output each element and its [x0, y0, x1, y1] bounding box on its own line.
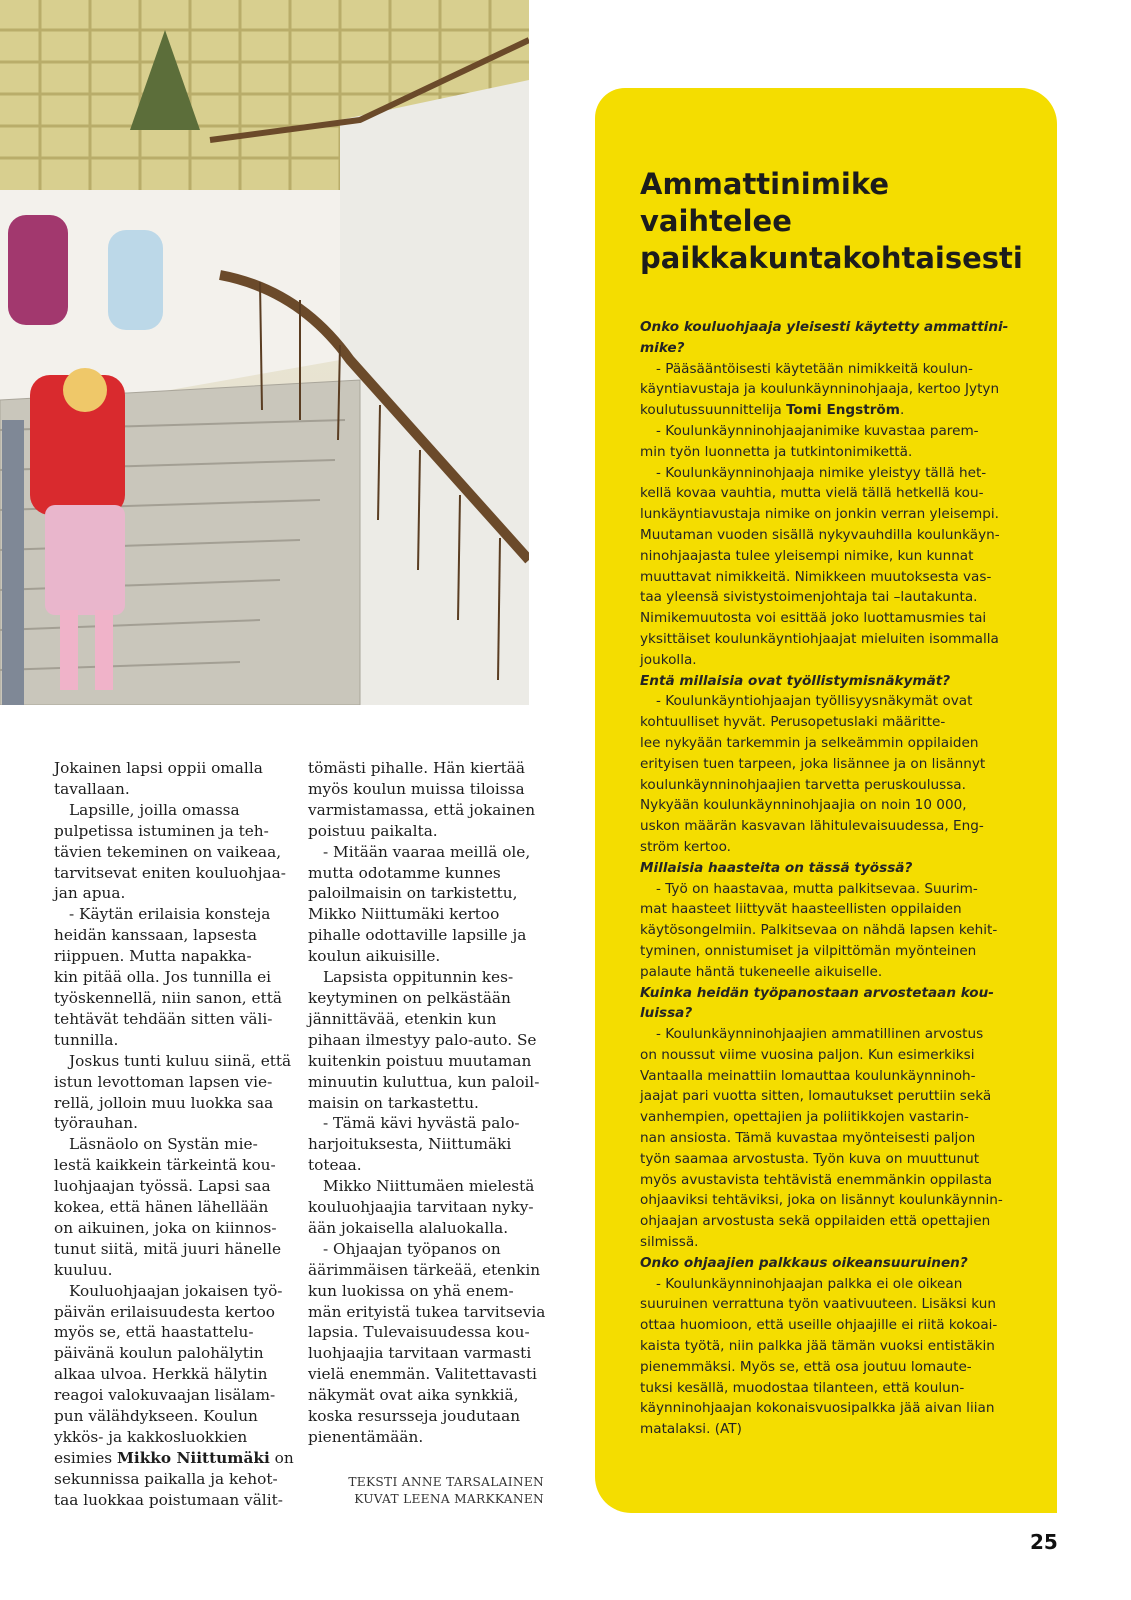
text-run: taa luokkaa poistumaan välit-	[54, 1490, 283, 1509]
text-run: ström kertoo.	[640, 838, 731, 855]
text-run: pihalle odottaville lapsille ja	[308, 926, 527, 945]
text-run: riippuen. Mutta napakka-	[54, 947, 252, 966]
text-line	[640, 879, 1030, 900]
photo-illustration	[0, 0, 529, 705]
text-line	[308, 1385, 548, 1406]
text-line	[54, 1469, 294, 1490]
text-run: heidän kanssaan, lapsesta	[54, 926, 258, 945]
text-line	[640, 962, 1030, 983]
text-run: Millaisia haasteita on tässä työssä?	[640, 859, 913, 876]
text-run: Jokainen lapsi oppii omalla	[54, 759, 263, 777]
text-line	[54, 883, 294, 904]
text-run: mat haasteet liittyvät haasteellisten oppilaiden	[640, 901, 962, 918]
text-line	[308, 821, 548, 842]
text-line	[308, 1218, 548, 1239]
text-line	[640, 442, 1030, 463]
text-line	[308, 1093, 548, 1114]
text-line	[640, 463, 1030, 484]
text-run: on noussut viime vuosina paljon. Kun esimerkiksi	[640, 1046, 975, 1063]
text-line	[54, 1260, 294, 1281]
text-line	[54, 1176, 294, 1197]
text-run: Mikko Niittumäki kertoo	[308, 905, 500, 924]
text-line	[640, 1107, 1030, 1128]
text-line	[308, 1364, 548, 1385]
text-line	[640, 1024, 1030, 1045]
text-line	[640, 816, 1030, 837]
text-line	[308, 1134, 548, 1155]
text-line	[640, 754, 1030, 775]
text-run: kun luokissa on yhä enem-	[308, 1281, 514, 1300]
text-run: ninohjaajasta tulee yleisempi nimike, kun kunnat	[640, 547, 974, 564]
text-line	[54, 1155, 294, 1176]
text-run: kuitenkin poistuu muutaman	[308, 1051, 532, 1070]
text-run: tehtävät tehdään sitten väli-	[54, 1009, 273, 1028]
text-run: vanhempien, opettajien ja poliitikkojen vastarin-	[640, 1109, 969, 1126]
text-run: luissa?	[640, 1005, 693, 1022]
text-line	[640, 1170, 1030, 1191]
text-run: koulun aikuisille.	[308, 947, 441, 966]
text-line	[308, 1427, 548, 1448]
text-run: - Mitään vaaraa meillä ole,	[323, 842, 531, 861]
text-run: uskon määrän kasvavan lähitulevaisuudessa, Eng-	[640, 818, 984, 835]
text-line	[308, 1197, 548, 1218]
text-run: Onko ohjaajien palkkaus oikeansuuruinen?	[640, 1254, 968, 1271]
text-line	[640, 1315, 1030, 1336]
text-run: koulutussuunnittelija	[640, 402, 787, 419]
text-run: min työn luonnetta ja tutkintonimikettä.	[640, 443, 913, 460]
text-line	[640, 483, 1030, 504]
text-run: - Koulunkäyntiohjaajan työllisyysnäkymät ovat	[656, 693, 973, 710]
text-run: tävien tekeminen on vaikeaa,	[54, 842, 282, 861]
text-line	[308, 1072, 548, 1093]
text-line	[54, 1009, 294, 1030]
text-line	[640, 379, 1030, 400]
text-line	[308, 1302, 548, 1323]
text-run: pihaan ilmestyy palo-auto. Se	[308, 1030, 537, 1049]
text-run: - Koulunkäynninohjaajanimike kuvastaa parem-	[656, 422, 979, 439]
text-run: käynninohjaajan kokonaisvuosipalkka jää aivan liian	[640, 1400, 995, 1417]
text-line	[54, 1281, 294, 1302]
photo-credits	[300, 1474, 544, 1508]
text-line	[640, 629, 1030, 650]
text-line	[308, 904, 548, 925]
text-line	[640, 795, 1030, 816]
sidebar-title-line: vaihtelee	[640, 204, 792, 238]
text-run: erityisen tuen tarpeen, joka lisännee ja on lisännyt	[640, 755, 986, 772]
text-line	[54, 1427, 294, 1448]
question-line	[640, 1003, 1030, 1024]
text-line	[308, 1406, 548, 1427]
text-line	[308, 842, 548, 863]
text-run: silmissä.	[640, 1234, 699, 1251]
text-line	[640, 1419, 1030, 1440]
person-name: Mikko Niittumäki	[116, 1448, 270, 1467]
text-run: pulpetissa istuminen ja teh-	[54, 821, 269, 840]
text-line	[640, 1211, 1030, 1232]
text-line	[308, 967, 548, 988]
text-run: kin pitää olla. Jos tunnilla ei	[54, 968, 272, 987]
text-line	[640, 733, 1030, 754]
text-run: ykkös- ja kakkosluokkien	[54, 1428, 248, 1446]
person-name: Tomi Engström	[786, 402, 900, 419]
text-run: myös se, että haastattelu-	[54, 1323, 254, 1342]
text-run: matalaksi. (AT)	[640, 1421, 742, 1438]
text-run: jännittävää, etenkin kun	[308, 1009, 497, 1028]
text-line	[640, 691, 1030, 712]
text-run: ohjaajan arvostusta sekä oppilaiden että opettajien	[640, 1213, 991, 1230]
text-run: tunut siitä, mitä juuri hänelle	[54, 1239, 282, 1258]
text-run: - Työ on haastavaa, mutta palkitsevaa. Suurim-	[656, 880, 978, 897]
text-line	[54, 758, 294, 779]
text-run: poistuu paikalta.	[308, 821, 438, 840]
text-run: päivänä koulun palohälytin	[54, 1344, 264, 1363]
text-run: mutta odotamme kunnes	[308, 863, 501, 882]
text-run: tyminen, onnistumiset ja vilpittömän myönteinen	[640, 942, 977, 959]
text-run: - Tämä kävi hyvästä palo-	[323, 1114, 520, 1133]
text-run: .	[899, 402, 905, 419]
text-run: äärimmäisen tärkeää, etenkin	[308, 1260, 541, 1279]
text-run: - Käytän erilaisia konsteja	[69, 905, 271, 924]
text-line	[54, 779, 294, 800]
text-line	[54, 1134, 294, 1155]
text-line	[308, 925, 548, 946]
text-line	[640, 504, 1030, 525]
text-line	[54, 863, 294, 884]
question-line	[640, 983, 1030, 1004]
text-line	[640, 941, 1030, 962]
text-line	[640, 899, 1030, 920]
question-line	[640, 858, 1030, 879]
text-run: lee nykyään tarkemmin ja selkeämmin oppilaiden	[640, 734, 979, 751]
text-line	[54, 821, 294, 842]
sidebar-title	[640, 166, 1040, 277]
text-line	[54, 1364, 294, 1385]
text-run: esimies	[54, 1448, 117, 1467]
text-line	[54, 1490, 294, 1511]
question-line	[640, 317, 1030, 338]
text-line	[308, 1343, 548, 1364]
text-run: ään jokaisella alaluokalla.	[308, 1218, 509, 1237]
text-run: suuruinen verrattuna työn vaativuuteen. Lisäksi kun	[640, 1296, 996, 1313]
text-line	[54, 1051, 294, 1072]
text-line	[308, 863, 548, 884]
text-line	[308, 1239, 548, 1260]
text-run: on aikuinen, joka on kiinnos-	[54, 1218, 277, 1237]
text-line	[308, 883, 548, 904]
text-line	[54, 1072, 294, 1093]
text-line	[640, 608, 1030, 629]
text-line	[54, 946, 294, 967]
text-run: tavallaan.	[54, 779, 130, 798]
text-run: käytösongelmiin. Palkitsevaa on nähdä lapsen kehit-	[640, 922, 998, 939]
text-run: kuuluu.	[54, 1260, 113, 1279]
text-run: toteaa.	[308, 1156, 362, 1175]
text-line	[54, 1385, 294, 1406]
text-run: kokea, että hänen lähellään	[54, 1198, 269, 1217]
text-run: reagoi valokuvaajan lisälam-	[54, 1386, 276, 1405]
text-run: myös koulun muissa tiloissa	[308, 779, 525, 798]
text-run: Muutaman vuoden sisällä nykyvauhdilla koulunkäyn-	[640, 526, 1000, 543]
text-line	[640, 400, 1030, 421]
text-line	[640, 1086, 1030, 1107]
text-run: Nykyään koulunkäynninohjaajia on noin 10 000,	[640, 797, 967, 814]
text-run: palaute häntä tukeneelle aikuiselle.	[640, 963, 883, 980]
text-line	[308, 758, 548, 779]
text-line	[640, 1045, 1030, 1066]
text-run: tarvitsevat eniten kouluohjaa-	[54, 863, 286, 882]
text-run: kaista työtä, niin palkka jää tämän vuoksi entistäkin	[640, 1338, 995, 1355]
text-run: on	[269, 1448, 294, 1467]
text-line	[308, 1322, 548, 1343]
text-run: työrauhan.	[54, 1114, 138, 1133]
text-run: - Koulunkäynninohjaajan palkka ei ole oikean	[656, 1275, 963, 1292]
text-run: jaajat pari vuotta sitten, lomautukset peruttiin sekä	[640, 1088, 992, 1105]
text-run: Kouluohjaajan jokaisen työ-	[69, 1281, 283, 1300]
text-line	[308, 1051, 548, 1072]
text-run: rellä, jolloin muu luokka saa	[54, 1093, 274, 1112]
page-number: 25	[1030, 1530, 1058, 1554]
text-run: Onko kouluohjaaja yleisesti käytetty ammattini-	[640, 319, 1009, 335]
question-line	[640, 671, 1030, 692]
text-run: tuksi kesällä, muodostaa tilanteen, että koulun-	[640, 1379, 965, 1396]
text-run: keytyminen on pelkästään	[308, 988, 511, 1007]
text-run: maisin on tarkastettu.	[308, 1093, 479, 1112]
text-line	[308, 800, 548, 821]
text-run: Vantaalla meinattiin lomauttaa koulunkäynninoh-	[640, 1067, 976, 1084]
text-run: jan apua.	[54, 884, 126, 903]
text-run: istun levottoman lapsen vie-	[54, 1072, 273, 1091]
text-run: näkymät ovat aika synkkiä,	[308, 1386, 519, 1405]
staircase-photo	[0, 0, 529, 705]
text-run: ohjaaviksi tehtäviksi, joka on lisännyt koulunkäynnin-	[640, 1192, 1003, 1209]
text-line	[640, 546, 1030, 567]
text-line	[640, 1128, 1030, 1149]
text-run: lestä kaikkein tärkeintä kou-	[54, 1156, 276, 1175]
text-run: paloilmaisin on tarkistettu,	[308, 884, 518, 903]
text-line	[54, 1343, 294, 1364]
text-run: mike?	[640, 339, 685, 356]
text-run: sekunnissa paikalla ja kehot-	[54, 1469, 278, 1488]
text-line	[640, 775, 1030, 796]
text-run: Joskus tunti kuluu siinä, että	[69, 1051, 292, 1070]
text-line	[640, 1398, 1030, 1419]
text-run: joukolla.	[640, 651, 697, 668]
text-run: Lapsille, joilla omassa	[69, 800, 240, 819]
text-run: muuttavat nimikkeitä. Nimikkeen muutoksesta vas-	[640, 568, 992, 585]
text-run: työskennellä, niin sanon, että	[54, 988, 282, 1007]
text-line	[308, 946, 548, 967]
text-line	[54, 904, 294, 925]
text-run: käyntiavustaja ja koulunkäynninohjaaja, kertoo Jytyn	[640, 381, 1000, 398]
photo-credit: KUVAT LEENA MARKKANEN	[354, 1492, 544, 1506]
text-line	[54, 1218, 294, 1239]
text-line	[640, 1357, 1030, 1378]
text-run: Läsnäolo on Systän mie-	[69, 1135, 258, 1154]
text-line	[640, 359, 1030, 380]
text-line	[54, 925, 294, 946]
text-line	[640, 1274, 1030, 1295]
text-run: pienemmäksi. Myös se, että osa joutuu lomaute-	[640, 1358, 972, 1375]
text-line	[54, 1322, 294, 1343]
text-line	[640, 1190, 1030, 1211]
text-run: minuutin kuluttua, kun paloil-	[308, 1072, 540, 1091]
question-line	[640, 1253, 1030, 1274]
text-run: män erityistä tukea tarvitsevia	[308, 1302, 546, 1321]
text-line	[54, 988, 294, 1009]
text-line	[54, 1197, 294, 1218]
text-line	[308, 1030, 548, 1051]
text-line	[54, 967, 294, 988]
text-run: Kuinka heidän työpanostaan arvostetaan kou-	[640, 984, 994, 1001]
text-line	[640, 587, 1030, 608]
text-run: varmistamassa, että jokainen	[308, 800, 536, 819]
text-line	[54, 842, 294, 863]
text-run: vielä enemmän. Valitettavasti	[308, 1365, 537, 1384]
text-line	[308, 988, 548, 1009]
text-run: harjoituksesta, Niittumäki	[308, 1135, 512, 1154]
text-run: Lapsista oppitunnin kes-	[323, 968, 514, 987]
text-run: pun välähdykseen. Koulun	[54, 1407, 258, 1426]
text-line	[640, 567, 1030, 588]
sidebar-body	[640, 317, 1030, 1440]
text-run: alkaa ulvoa. Herkkä hälytin	[54, 1365, 268, 1384]
text-line	[640, 1066, 1030, 1087]
text-run: pienentämään.	[308, 1428, 424, 1446]
text-run: - Pääsääntöisesti käytetään nimikkeitä koulun-	[656, 360, 973, 377]
text-run: Entä millaisia ovat työllistymisnäkymät?	[640, 672, 951, 689]
text-line	[308, 1113, 548, 1134]
text-line	[308, 1009, 548, 1030]
text-run: kellä kovaa vauhtia, mutta vielä tällä hetkellä kou-	[640, 485, 984, 502]
text-line	[640, 525, 1030, 546]
text-run: ottaa huomioon, että useille ohjaajille ei riitä kokoai-	[640, 1317, 998, 1334]
text-line	[640, 1336, 1030, 1357]
text-run: yksittäiset koulunkäyntiohjaajat mieluiten isommalla	[640, 630, 999, 647]
text-line	[54, 1113, 294, 1134]
text-run: myös avustavista tehtävistä enemmänkin oppilasta	[640, 1171, 993, 1188]
text-line	[54, 1448, 294, 1469]
text-run: kouluohjaajia tarvitaan nyky-	[308, 1198, 534, 1217]
text-line	[640, 837, 1030, 858]
text-line	[640, 712, 1030, 733]
text-run: tunnilla.	[54, 1030, 119, 1049]
text-run: Mikko Niittumäen mielestä	[323, 1177, 535, 1196]
article-column-2	[308, 758, 548, 1448]
text-run: tömästi pihalle. Hän kiertää	[308, 759, 526, 777]
sidebar-title-line: Ammattinimike	[640, 167, 890, 201]
text-run: päivän erilaisuudesta kertoo	[54, 1302, 276, 1321]
text-run: lunkäyntiavustaja nimike on jonkin verran yleisempi.	[640, 506, 999, 523]
text-run: koska resursseja joudutaan	[308, 1407, 521, 1426]
text-credit: TEKSTI ANNE TARSALAINEN	[348, 1475, 544, 1489]
sidebar-title-line: paikkakuntakohtaisesti	[640, 241, 1023, 275]
text-line	[308, 779, 548, 800]
text-line	[308, 1281, 548, 1302]
text-line	[54, 1093, 294, 1114]
text-line	[54, 1302, 294, 1323]
text-run: taa yleensä sivistystoimenjohtaja tai –lautakunta.	[640, 589, 978, 606]
text-line	[54, 800, 294, 821]
text-run: nan ansiosta. Tämä kuvastaa myönteisesti paljon	[640, 1130, 976, 1147]
text-line	[640, 1232, 1030, 1253]
text-run: luohjaajan työssä. Lapsi saa	[54, 1177, 271, 1196]
text-run: - Ohjaajan työpanos on	[323, 1239, 501, 1258]
text-run: lapsia. Tulevaisuudessa kou-	[308, 1323, 530, 1342]
text-line	[54, 1239, 294, 1260]
text-run: - Koulunkäynninohjaajien ammatillinen arvostus	[656, 1026, 984, 1043]
text-line	[640, 1149, 1030, 1170]
text-line	[640, 1294, 1030, 1315]
text-run: Nimikemuutosta voi esittää joko luottamusmies tai	[640, 610, 987, 627]
article-column-1	[54, 758, 294, 1511]
text-line	[640, 650, 1030, 671]
text-line	[54, 1030, 294, 1051]
text-line	[54, 1406, 294, 1427]
text-line	[308, 1260, 548, 1281]
text-run: työn saamaa arvostusta. Työn kuva on muuttunut	[640, 1150, 980, 1167]
text-line	[308, 1155, 548, 1176]
text-run: - Koulunkäynninohjaaja nimike yleistyy tällä het-	[656, 464, 987, 481]
text-line	[640, 421, 1030, 442]
text-line	[308, 1176, 548, 1197]
text-line	[640, 920, 1030, 941]
text-run: kohtuulliset hyvät. Perusopetuslaki määritte-	[640, 714, 946, 731]
text-run: koulunkäynninohjaajien tarvetta peruskoulussa.	[640, 776, 966, 793]
question-line	[640, 338, 1030, 359]
text-run: luohjaajia tarvitaan varmasti	[308, 1344, 532, 1363]
text-line	[640, 1378, 1030, 1399]
